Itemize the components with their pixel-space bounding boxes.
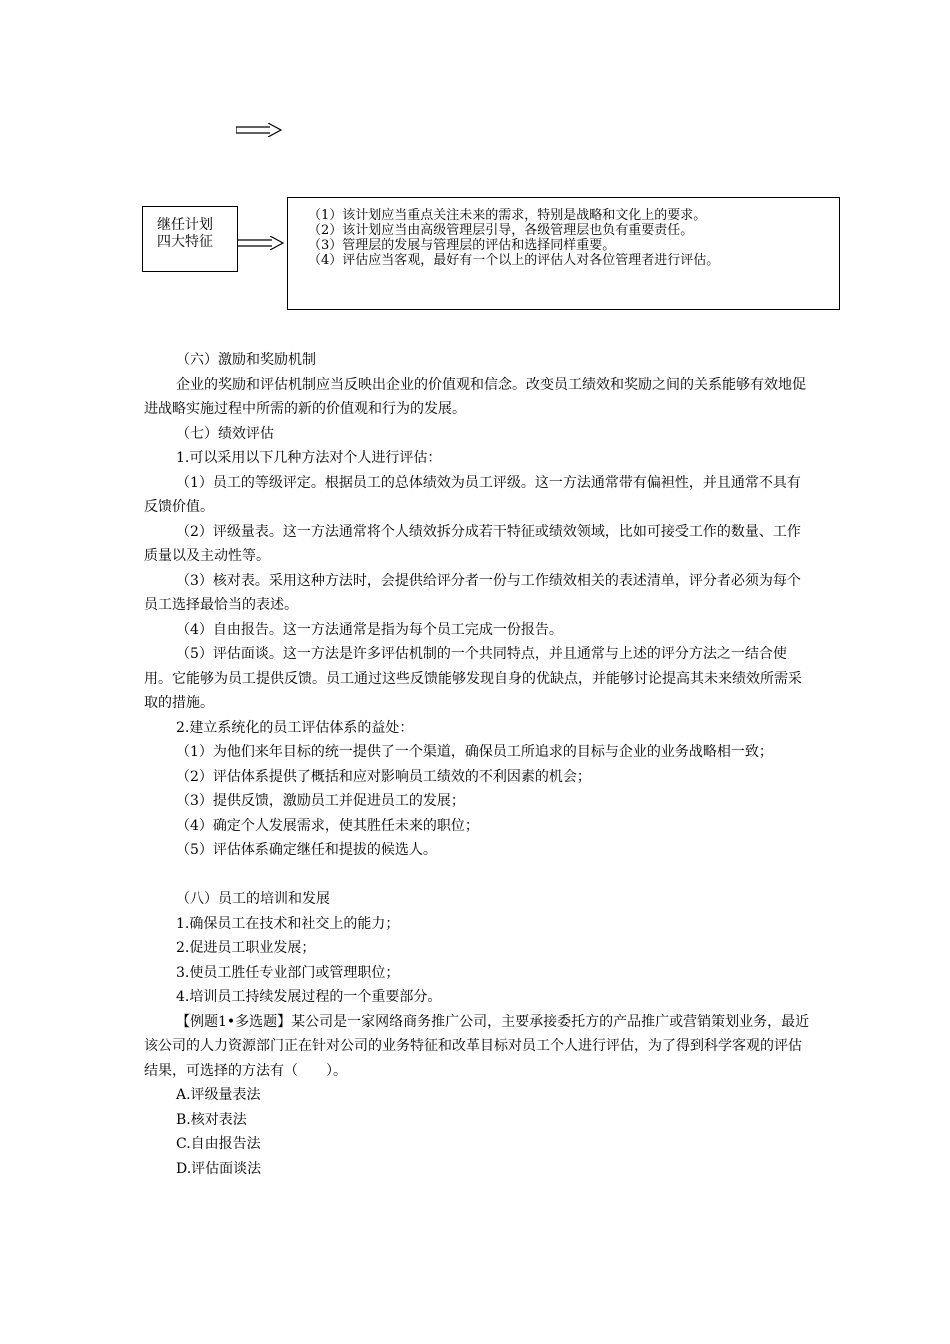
list-item: （2）评估体系提供了概括和应对影响员工绩效的不利因素的机会；	[176, 768, 591, 785]
list-item: （4）确定个人发展需求，使其胜任未来的职位；	[176, 817, 479, 834]
option-d: D.评估面谈法	[176, 1160, 262, 1177]
spacer	[144, 863, 810, 888]
succession-label-line-2: 四大特征	[157, 234, 213, 250]
list-item: 3.使员工胜任专业部门或管理职位；	[176, 964, 400, 981]
list-item: （5）评估体系确定继任和提拔的候选人。	[176, 842, 437, 858]
document-body	[144, 348, 810, 1181]
feature-item: （3）管理层的发展与管理层的评估和选择同样重要。	[308, 238, 616, 253]
list-item: 2.促进员工职业发展；	[176, 940, 316, 956]
option-b: B.核对表法	[176, 1111, 247, 1128]
succession-label-line-1: 继任计划	[157, 217, 213, 233]
paragraph: 企业的奖励和评估机制应当反映出企业的价值观和信念。改变员工绩效和奖励之间的关系能够有效地促进战略实施过程中所需的新的价值观和行为的发展。	[144, 376, 806, 417]
list-item: （5）评估面谈。这一方法是许多评估机制的一个共同特点，并且通常与上述的评分方法之一结合使用。它能够为员工提供反馈。员工通过这些反馈能够发现自身的优缺点，并能够讨论提高其未来绩效所需采取的措施。	[144, 646, 802, 711]
feature-item: （1）该计划应当重点关注未来的需求，特别是战略和文化上的要求。	[308, 208, 707, 223]
list-item: （3）核对表。采用这种方法时，会提供给评分者一份与工作绩效相关的表述清单，评分者必须为每个员工选择最恰当的表述。	[144, 572, 801, 613]
list-item: （3）提供反馈，激励员工并促进员工的发展；	[176, 793, 465, 809]
succession-features-box	[287, 197, 840, 310]
list-item: （1）为他们来年目标的统一提供了一个渠道，确保员工所追求的目标与企业的业务战略相一致；	[176, 744, 773, 760]
example-question: 【例题1•多选题】某公司是一家网络商务推广公司，主要承接委托方的产品推广或营销策划业务，最近该公司的人力资源部门正在针对公司的业务特征和改革目标对员工个人进行评估，为了得到科学客观的评估结果，可选择的方法有（ ）。	[144, 1013, 810, 1079]
section-heading: （八）员工的培训和发展	[176, 891, 330, 907]
list-heading: 1.可以采用以下几种方法对个人进行评估：	[176, 450, 442, 466]
double-arrow-icon	[236, 123, 282, 137]
section-heading: （六）激励和奖励机制	[176, 352, 316, 368]
feature-item: （4）评估应当客观，最好有一个以上的评估人对各位管理者进行评估。	[308, 253, 720, 268]
feature-item: （2）该计划应当由高级管理层引导，各级管理层也负有重要责任。	[308, 223, 694, 238]
list-item: （4）自由报告。这一方法通常是指为每个员工完成一份报告。	[176, 621, 563, 638]
option-a: A.评级量表法	[176, 1087, 261, 1103]
double-arrow-icon	[238, 236, 284, 250]
list-item: （1）员工的等级评定。根据员工的总体绩效为员工评级。这一方法通常带有偏袒性，并且通常不具有反馈价值。	[144, 474, 801, 515]
succession-label-box	[142, 206, 238, 272]
list-heading: 2.建立系统化的员工评估体系的益处：	[176, 719, 414, 736]
list-item: 1.确保员工在技术和社交上的能力；	[176, 915, 400, 932]
option-c: C.自由报告法	[176, 1136, 261, 1152]
list-item: （2）评级量表。这一方法通常将个人绩效拆分成若干特征或绩效领域，比如可接受工作的数量、工作质量以及主动性等。	[144, 523, 801, 564]
section-heading: （七）绩效评估	[176, 425, 274, 442]
list-item: 4.培训员工持续发展过程的一个重要部分。	[176, 989, 442, 1005]
